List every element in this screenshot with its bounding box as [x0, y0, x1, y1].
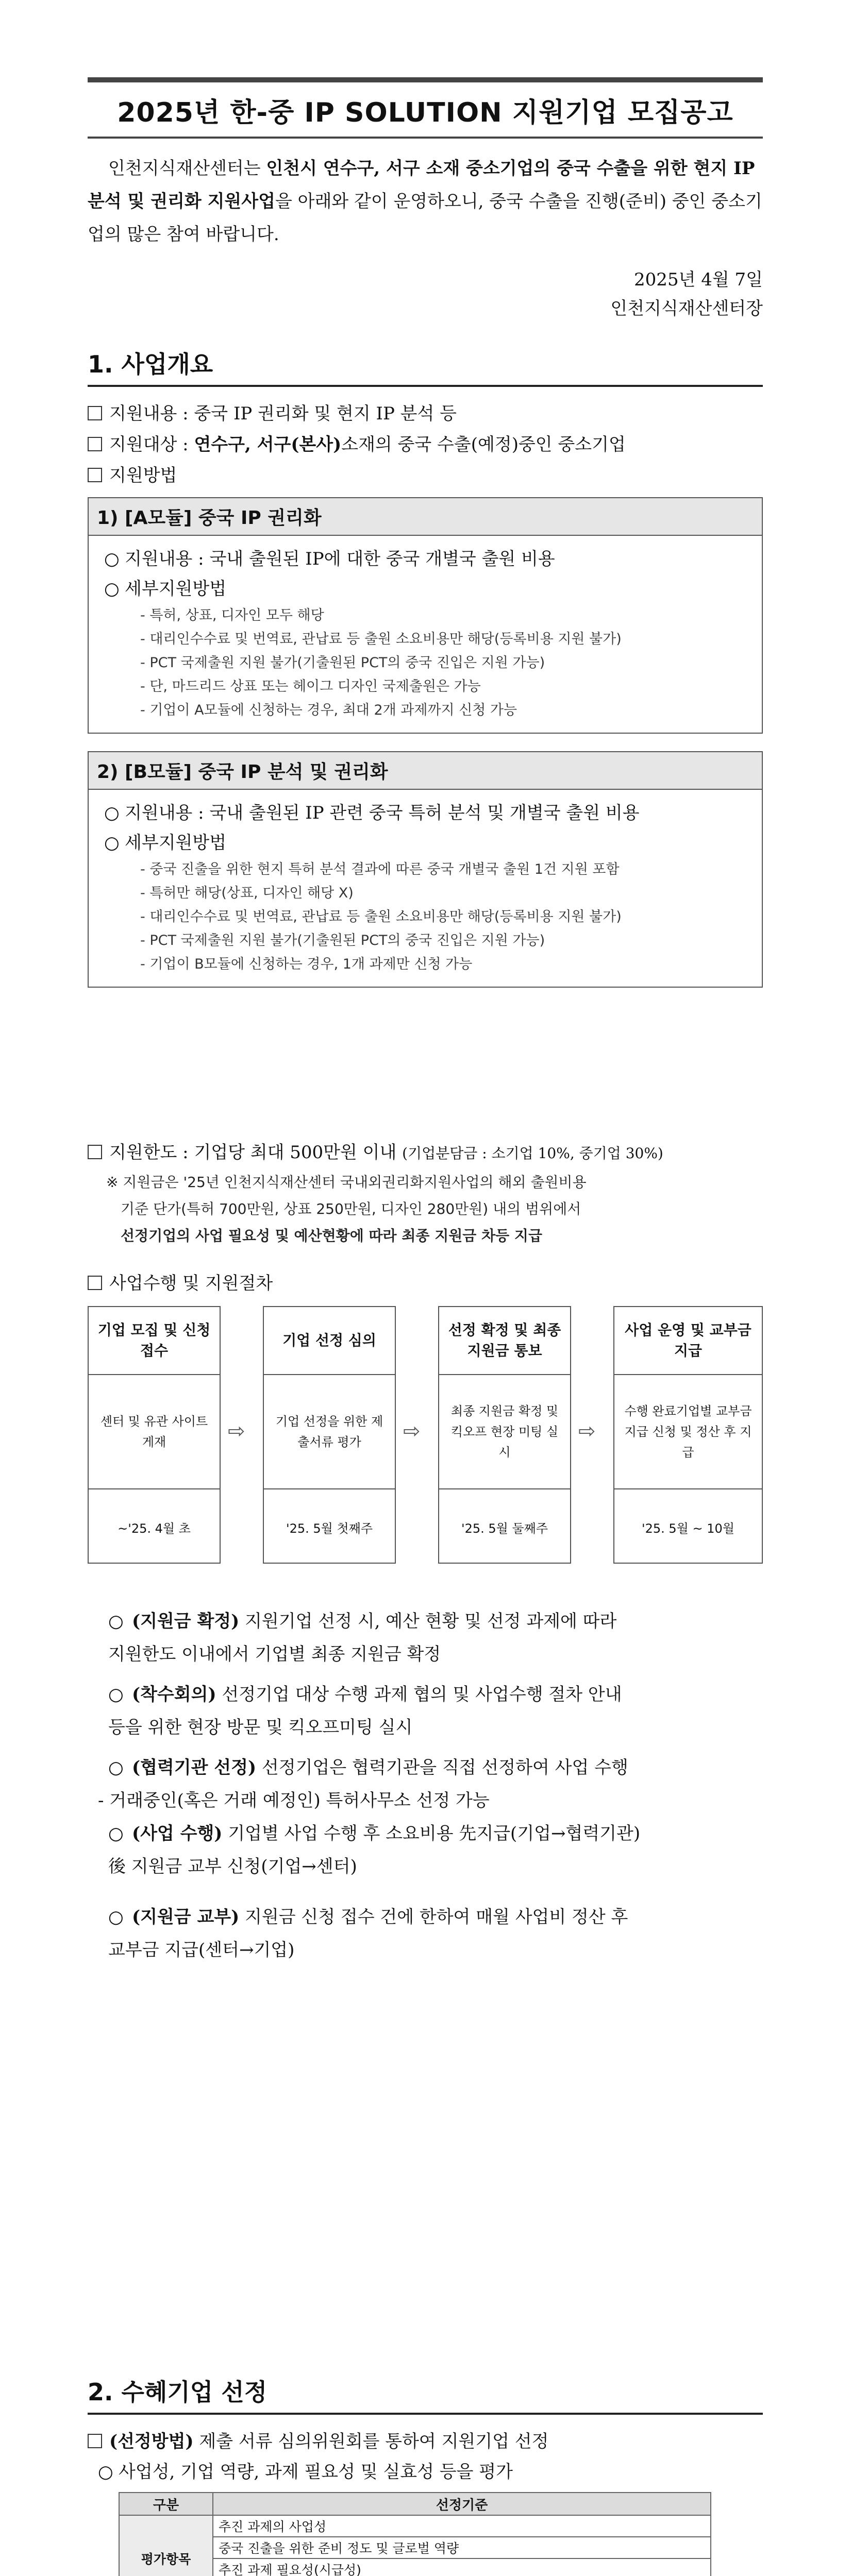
- checkbox-icon: [88, 406, 102, 420]
- process-step-time: '25. 5월 ~ 10월: [642, 1521, 734, 1536]
- process-step-2: [263, 1306, 396, 1564]
- panel-b-content: [104, 798, 746, 828]
- sec1-method-text: 지원방법: [109, 465, 177, 486]
- intro-text-1: 인천지식재산센터는: [108, 158, 266, 179]
- evaluation-line: [88, 2457, 763, 2487]
- notice-page: [88, 77, 763, 2576]
- procedure-item: [108, 1605, 763, 1638]
- sec1-content-text: 지원내용 : 중국 IP 권리화 및 현지 IP 분석 등: [109, 403, 457, 424]
- criteria-header-standard: 선정기준: [213, 2493, 711, 2515]
- panel-a-note: - 특허, 상표, 디자인 모두 해당: [140, 607, 324, 623]
- process-step-desc: 기업 선정을 위한 제출서류 평가: [264, 1375, 395, 1489]
- sec1-target-suffix: 소재의 중국 수출(예정)중인 중소기업: [341, 434, 626, 455]
- support-limit-line: [88, 1137, 763, 1169]
- panel-b-method: [104, 828, 746, 858]
- panel-a-content-text: 지원내용 : 국내 출원된 IP에 대한 중국 개별국 출원 비용: [125, 549, 555, 569]
- criteria-cell: 추진 과제의 사업성: [213, 2515, 711, 2537]
- panel-b-note: - 대리인수수료 및 번역료, 관납료 등 출원 소요비용만 해당(등록비용 지원 불가): [140, 909, 622, 925]
- procedure-item: [108, 1817, 763, 1850]
- panel-a-note: - 대리인수수료 및 번역료, 관납료 등 출원 소요비용만 해당(등록비용 지원 불가): [140, 631, 622, 647]
- intro-paragraph: [88, 152, 763, 251]
- procedure-item-cont: 後 지원금 교부 신청(기업→센터): [108, 1856, 357, 1877]
- item-text: 지원금 신청 접수 건에 한하여 매월 사업비 정산 후: [239, 1907, 628, 1927]
- selection-method-text: 제출 서류 심의위원회를 통하여 지원기업 선정: [193, 2431, 549, 2452]
- criteria-cell: 추진 과제 필요성(시급성): [213, 2558, 711, 2576]
- item-bold: (지원금 확정): [132, 1611, 240, 1632]
- circle-bullet-icon: ○: [108, 1907, 124, 1927]
- panel-module-b: [88, 751, 763, 988]
- panel-a-content: [104, 544, 746, 574]
- checkbox-icon: [88, 1145, 102, 1159]
- limit-note-2: 기준 단가(특허 700만원, 상표 250만원, 디자인 280만원) 내의 범위에서: [121, 1200, 581, 1217]
- process-step-title: 기업 선정 심의: [264, 1307, 395, 1375]
- panel-a-note: - 단, 마드리드 상표 또는 헤이그 디자인 국제출원은 가능: [140, 679, 481, 694]
- process-step-time: '25. 5월 첫째주: [286, 1521, 373, 1536]
- selection-method-bold: (선정방법): [109, 2431, 194, 2452]
- procedure-item-cont: 교부금 지급(센터→기업): [108, 1940, 295, 1960]
- panel-b-heading: 2) [B모듈] 중국 IP 분석 및 권리화: [89, 752, 762, 790]
- process-step-4: [613, 1306, 763, 1564]
- circle-bullet-icon: ○: [108, 1684, 124, 1705]
- process-step-title: 선정 확정 및 최종 지원금 통보: [439, 1307, 570, 1375]
- process-step-desc: 수행 완료기업별 교부금 지급 신청 및 정산 후 지급: [614, 1375, 762, 1489]
- intro-text-2: 을 아래와 같이 운영하오니, 중국 수출을 진행(준비) 중인 중소기업의 많은 참여 바랍니다.: [88, 191, 762, 245]
- sec1-content-line: [88, 398, 763, 429]
- circle-bullet-icon: ○: [108, 1757, 124, 1778]
- procedure-item-cont: 지원한도 이내에서 기업별 최종 지원금 확정: [108, 1644, 441, 1665]
- process-label-text: 사업수행 및 지원절차: [109, 1273, 273, 1294]
- panel-module-a: [88, 497, 763, 734]
- criteria-header-category: 구분: [119, 2493, 213, 2515]
- item-bold: (협력기관 선정): [132, 1757, 257, 1778]
- panel-b-note: - 기업이 B모듈에 신청하는 경우, 1개 과제만 신청 가능: [140, 956, 473, 972]
- checkbox-icon: [88, 468, 102, 482]
- criteria-group: 평가항목: [119, 2515, 213, 2576]
- criteria-cell: 중국 진출을 위한 준비 정도 및 글로벌 역량: [213, 2537, 711, 2558]
- panel-b-note: - 중국 진출을 위한 현지 특허 분석 결과에 따른 중국 개별국 출원 1건 지원 포함: [140, 861, 620, 877]
- procedure-item: [108, 1901, 763, 1934]
- circle-bullet-icon: ○: [108, 1823, 124, 1844]
- panel-a-method: [104, 574, 746, 604]
- intro-bold-text: 인천시 연수구, 서구 소재 중소기업의 중국 수출을 위한 현지 IP 분석 및 권리화 지원사업: [88, 158, 755, 212]
- table-row: [119, 2515, 711, 2537]
- notice-signer: 인천지식재산센터장: [610, 298, 763, 319]
- panel-a-note: - 기업이 A모듈에 신청하는 경우, 최대 2개 과제까지 신청 가능: [140, 702, 517, 718]
- arrow-right-icon: ⇨: [578, 1419, 596, 1443]
- item-bold: (지원금 교부): [132, 1907, 240, 1927]
- circle-bullet-icon: ○: [104, 549, 120, 569]
- sec1-target-prefix: 지원대상 :: [109, 434, 194, 455]
- support-limit-text: 지원한도 : 기업당 최대 500만원 이내: [109, 1142, 403, 1163]
- circle-bullet-icon: ○: [104, 579, 120, 599]
- process-step-1: [88, 1306, 221, 1564]
- process-label-line: [88, 1268, 763, 1299]
- item-text: 지원기업 선정 시, 예산 현황 및 선정 과제에 따라: [239, 1611, 617, 1632]
- section-1-heading: 1. 사업개요: [88, 346, 763, 387]
- circle-bullet-icon: ○: [104, 803, 120, 823]
- process-step-title: 사업 운영 및 교부금 지급: [614, 1307, 762, 1375]
- panel-a-method-text: 세부지원방법: [125, 579, 227, 599]
- process-flow: [88, 1306, 763, 1574]
- procedure-items: [88, 1605, 763, 1967]
- notice-date: 2025년 4월 7일: [634, 269, 763, 290]
- item-bold: (사업 수행): [132, 1823, 223, 1844]
- sec1-target-line: [88, 429, 763, 460]
- arrow-right-icon: ⇨: [228, 1419, 245, 1443]
- section-2-heading: 2. 수혜기업 선정: [88, 2374, 763, 2415]
- item-text: 선정기업 대상 수행 과제 협의 및 사업수행 절차 안내: [216, 1684, 622, 1705]
- process-step-time: '25. 5월 둘째주: [461, 1521, 548, 1536]
- procedure-item: [108, 1678, 763, 1711]
- item-bold: (착수회의): [132, 1684, 216, 1705]
- sec1-target-bold: 연수구, 서구(본사): [194, 434, 342, 455]
- panel-a-note: - PCT 국제출원 지원 불가(기출원된 PCT의 중국 진입은 지원 가능): [140, 655, 545, 671]
- process-step-desc: 최종 지원금 확정 및 킥오프 현장 미팅 실시: [439, 1375, 570, 1489]
- evaluation-text: 사업성, 기업 역량, 과제 필요성 및 실효성 등을 평가: [119, 2462, 513, 2482]
- process-step-3: [438, 1306, 571, 1564]
- circle-bullet-icon: ○: [108, 1611, 124, 1632]
- panel-b-note: - PCT 국제출원 지원 불가(기출원된 PCT의 중국 진입은 지원 가능): [140, 933, 545, 948]
- procedure-item: [108, 1751, 763, 1784]
- limit-note-1: ※ 지원금은 '25년 인천지식재산센터 국내외권리화지원사업의 해외 출원비용: [106, 1174, 587, 1191]
- selection-method-line: [88, 2426, 763, 2457]
- circle-bullet-icon: ○: [98, 2462, 113, 2482]
- arrow-right-icon: ⇨: [403, 1419, 421, 1443]
- panel-b-content-text: 지원내용 : 국내 출원된 IP 관련 중국 특허 분석 및 개별국 출원 비용: [125, 803, 640, 823]
- circle-bullet-icon: ○: [104, 833, 120, 853]
- sec1-method-line: [88, 460, 763, 491]
- support-limit-paren: (기업분담금 : 소기업 10%, 중기업 30%): [402, 1145, 663, 1162]
- item-text: 선정기업은 협력기관을 직접 선정하여 사업 수행: [256, 1757, 628, 1778]
- panel-b-method-text: 세부지원방법: [125, 833, 227, 853]
- checkbox-icon: [88, 1276, 102, 1290]
- panel-a-heading: 1) [A모듈] 중국 IP 권리화: [89, 498, 762, 536]
- criteria-table: [119, 2492, 711, 2576]
- checkbox-icon: [88, 2434, 102, 2448]
- item-text: 기업별 사업 수행 후 소요비용 先지급(기업→협력기관): [222, 1823, 641, 1844]
- process-step-title: 기업 모집 및 신청 접수: [89, 1307, 220, 1375]
- procedure-item-sub: - 거래중인(혹은 거래 예정인) 특허사무소 선정 가능: [98, 1790, 490, 1811]
- notice-title: 2025년 한-중 IP SOLUTION 지원기업 모집공고: [88, 77, 763, 139]
- limit-note-3: 선정기업의 사업 필요성 및 예산현황에 따라 최종 지원금 차등 지급: [121, 1227, 543, 1244]
- process-step-desc: 센터 및 유관 사이트 게재: [89, 1375, 220, 1489]
- checkbox-icon: [88, 437, 102, 451]
- panel-b-note: - 특허만 해당(상표, 디자인 해당 X): [140, 885, 354, 901]
- process-step-time: ~'25. 4월 초: [118, 1521, 191, 1536]
- procedure-item-cont: 등을 위한 현장 방문 및 킥오프미팅 실시: [108, 1717, 413, 1738]
